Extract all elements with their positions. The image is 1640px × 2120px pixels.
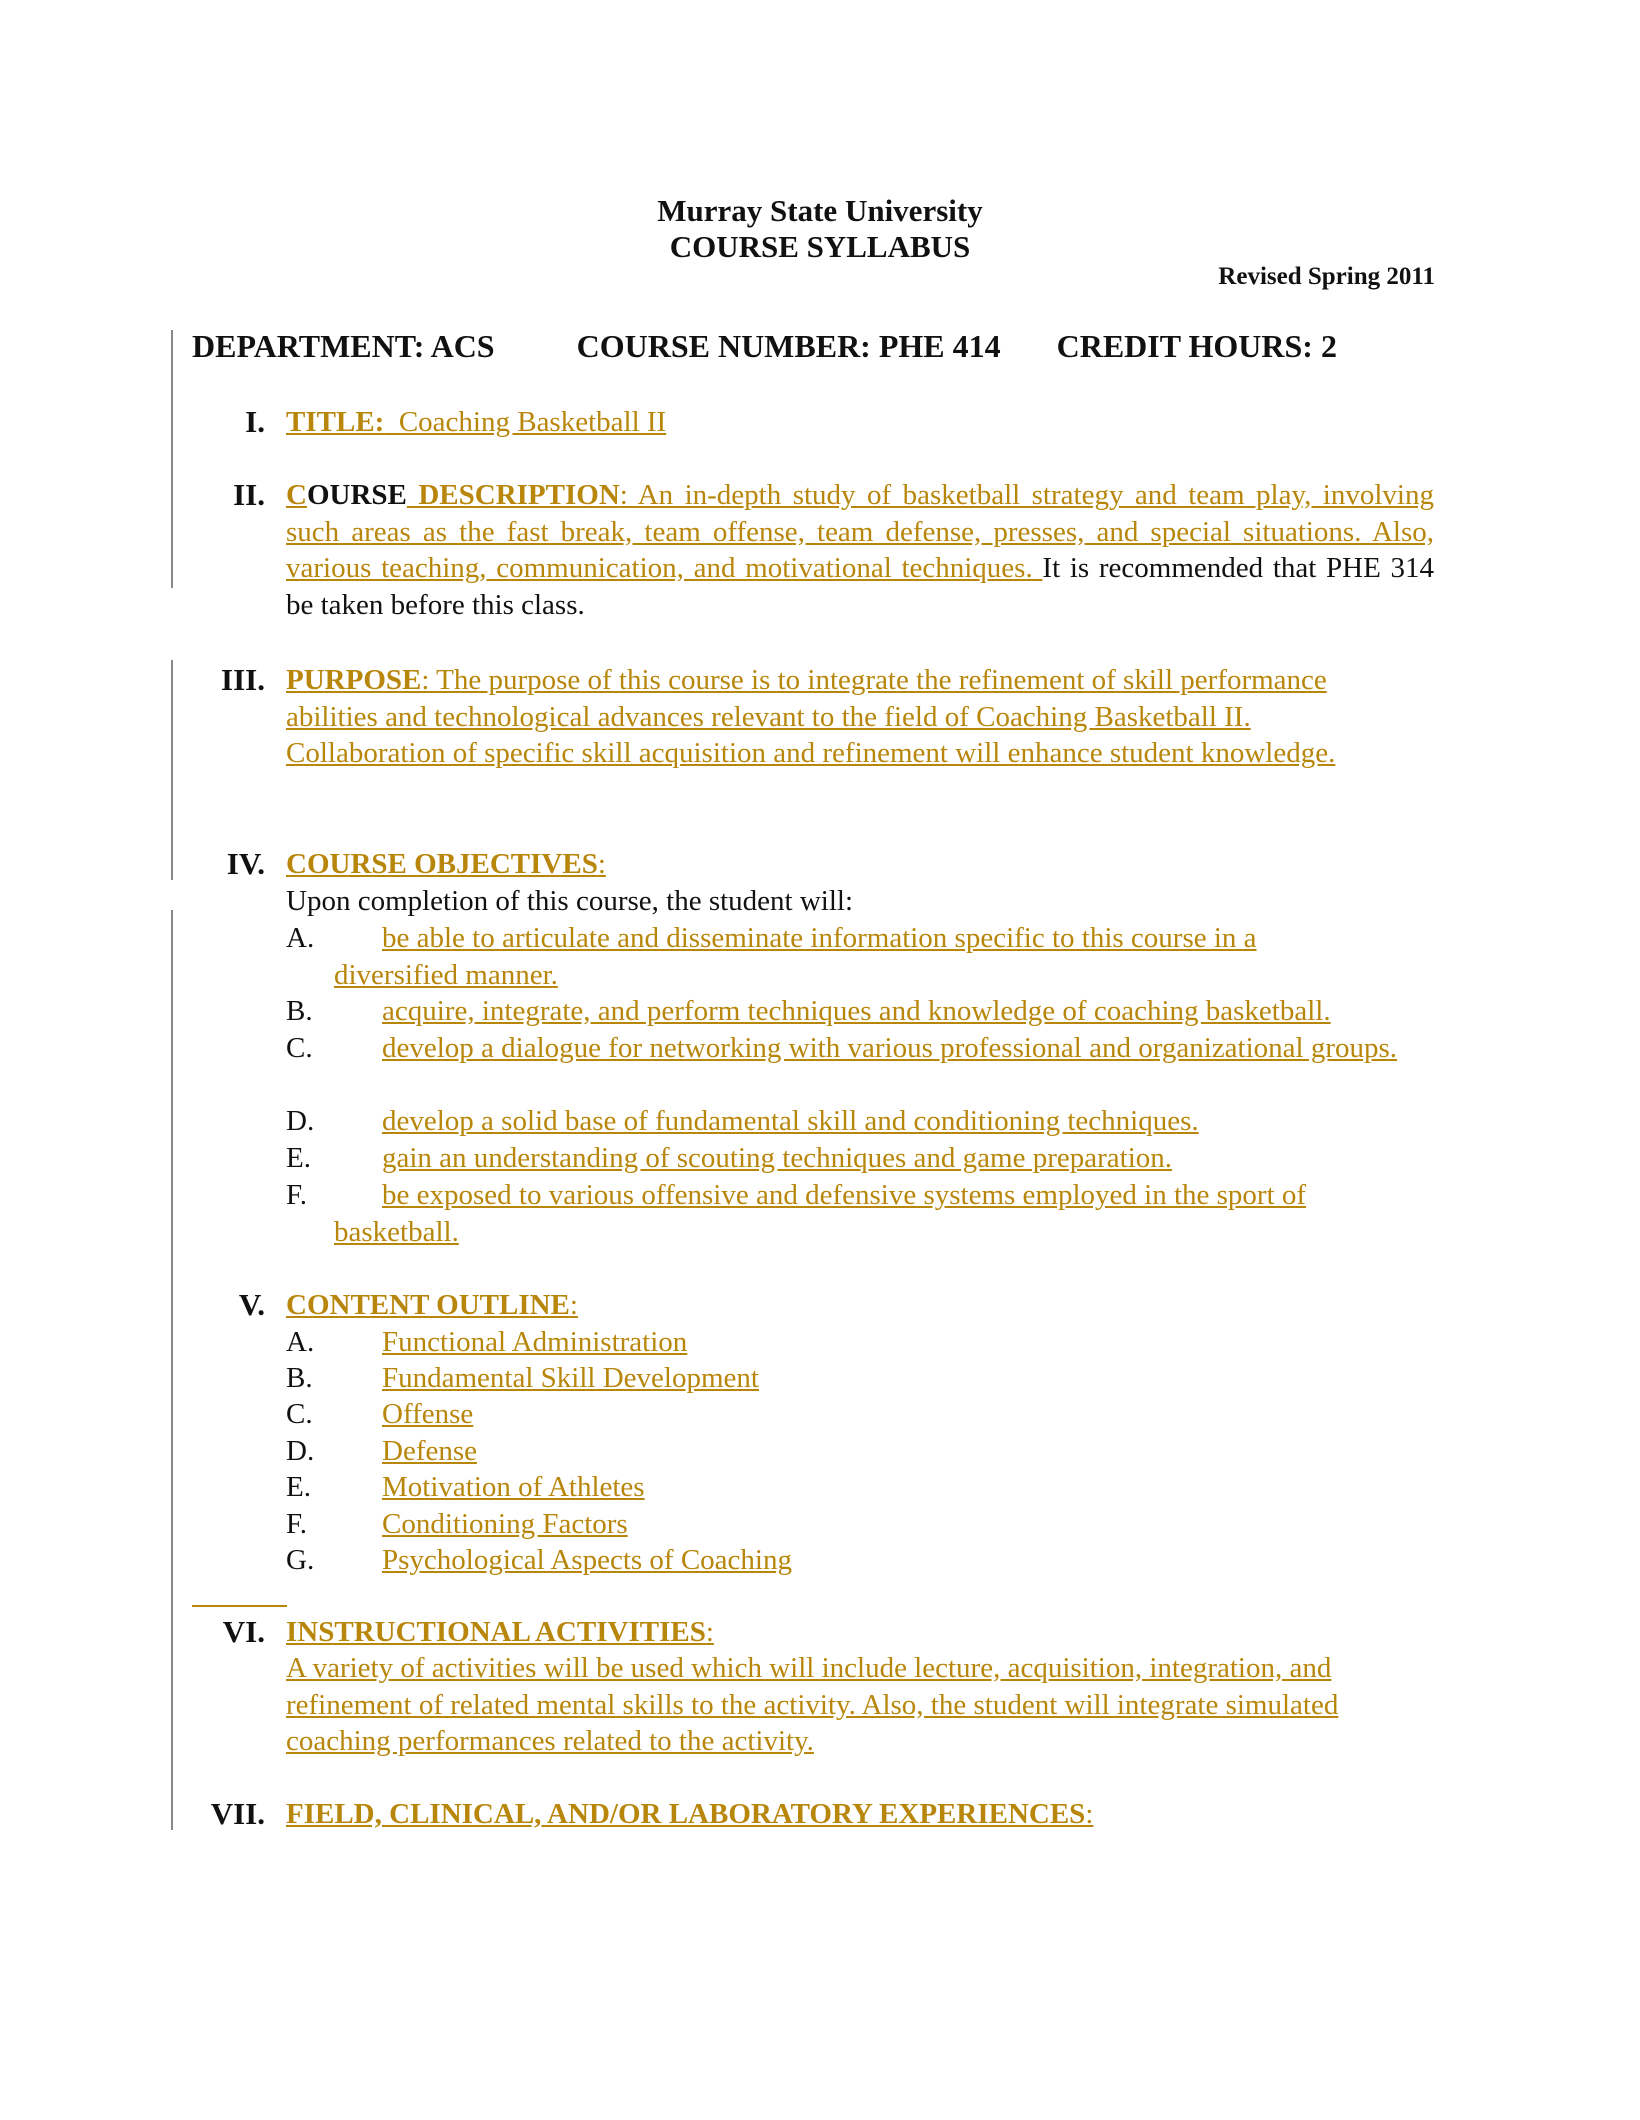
list-item: F. be exposed to various offensive and defensive systems employed in the sport of basketball. <box>286 1179 1307 1248</box>
outline-item: A. Functional Administration <box>286 1326 688 1358</box>
description-label-ourse: OURSE <box>306 479 407 511</box>
description-plain-text: It is recommended that PHE 314 be taken before this class. <box>286 552 1434 621</box>
objectives-label: COURSE OBJECTIVES <box>286 848 598 880</box>
change-bar <box>171 660 173 880</box>
section-number: I. <box>245 404 265 439</box>
list-item: E. gain an understanding of scouting techniques and game preparation. <box>286 1142 1173 1174</box>
university-name: Murray State University <box>657 193 983 228</box>
description-label: DESCRIPTION <box>406 479 620 511</box>
description-changed-text: : An in-depth study of basketball strategy and team play, involving such areas as the fast break, team offense, team defense, presses, and special situations. Also, various teaching, communication, and motivational techniques. <box>286 479 1434 584</box>
description-label-c: C <box>286 479 307 511</box>
section-purpose <box>286 662 1396 772</box>
outline-item: C. Offense <box>286 1398 474 1430</box>
outline-item: D. Defense <box>286 1435 478 1467</box>
title-text: Coaching Basketball II <box>398 406 667 438</box>
outline-item: B. Fundamental Skill Development <box>286 1362 759 1394</box>
content-outline-label: CONTENT OUTLINE <box>286 1289 570 1321</box>
instructional-text: A variety of activities will be used which will include lecture, acquisition, integration, and refinement of related mental skills to the activity. Also, the student will integrate simulated coaching performances related to the activity. <box>286 1652 1339 1757</box>
purpose-label: PURPOSE <box>286 664 422 696</box>
section-number: VI. <box>222 1614 265 1649</box>
list-item: B. acquire, integrate, and perform techniques and knowledge of coaching basketball. <box>286 995 1331 1027</box>
change-bar <box>171 910 173 1830</box>
list-item: D. develop a solid base of fundamental skill and conditioning techniques. <box>286 1105 1199 1137</box>
section-number: VII. <box>210 1796 265 1831</box>
outline-item: F. Conditioning Factors <box>286 1508 628 1540</box>
outline-item: E. Motivation of Athletes <box>286 1471 645 1503</box>
course-number: COURSE NUMBER: PHE 414 <box>576 328 1001 364</box>
outline-item: G. Psychological Aspects of Coaching <box>286 1544 792 1576</box>
change-bar <box>171 330 173 588</box>
title-label: TITLE: <box>286 406 385 438</box>
section-objectives: COURSE OBJECTIVES: <box>286 848 606 880</box>
field-label: FIELD, CLINICAL, AND/OR LABORATORY EXPERIENCES <box>286 1798 1086 1830</box>
change-mark <box>192 1605 287 1607</box>
section-number: V. <box>238 1287 265 1322</box>
list-item: C. develop a dialogue for networking with various professional and organizational groups. <box>286 1032 1398 1064</box>
section-number: IV. <box>226 846 265 881</box>
instructional-label: INSTRUCTIONAL ACTIVITIES <box>286 1616 706 1648</box>
department: DEPARTMENT: ACS <box>192 328 495 364</box>
credit-hours: CREDIT HOURS: 2 <box>1056 328 1337 364</box>
document-title: COURSE SYLLABUS <box>669 229 971 264</box>
section-content-outline: CONTENT OUTLINE: <box>286 1289 578 1321</box>
section-description <box>286 477 1434 623</box>
section-instructional: INSTRUCTIONAL ACTIVITIES: <box>286 1616 714 1648</box>
section-number: II. <box>233 477 265 512</box>
section-number: III. <box>221 662 265 697</box>
list-item: A. be able to articulate and disseminate information specific to this course in a diversified manner. <box>286 922 1257 991</box>
course-info-line <box>192 328 1337 365</box>
section-title <box>286 404 1434 441</box>
objectives-intro: Upon completion of this course, the student will: <box>286 885 854 917</box>
revised-date: Revised Spring 2011 <box>1218 263 1435 290</box>
section-field: FIELD, CLINICAL, AND/OR LABORATORY EXPERIENCES: <box>286 1798 1094 1830</box>
purpose-text: : The purpose of this course is to integrate the refinement of skill performance abilities and technological advances relevant to the field of Coaching Basketball II. Collaboration of specific skill acquisition and refinement will enhance student knowledge. <box>286 664 1336 769</box>
